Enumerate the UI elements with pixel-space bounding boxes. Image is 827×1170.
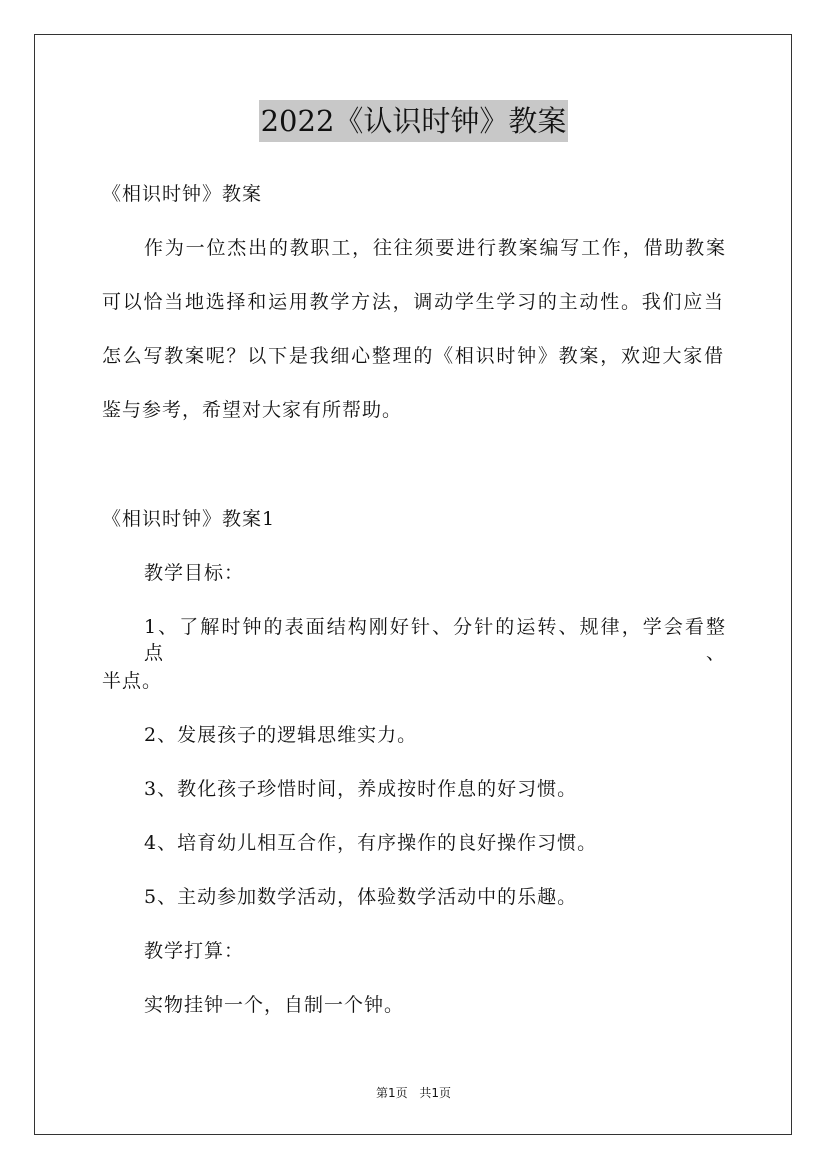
page-count: 共1页 (419, 1086, 452, 1100)
page-footer (0, 1084, 827, 1101)
prep-heading: 教学打算： (144, 940, 245, 962)
goal-3: 3、教化孩子珍惜时间，养成按时作息的好习惯。 (144, 778, 578, 800)
intro-line-2: 可以恰当地选择和运用教学方法，调动学生学习的主动性。我们应当 (102, 291, 724, 313)
goal-1-line-1: 1、了解时钟的表面结构刚好针、分针的运转、规律，学会看整点、 (144, 616, 726, 664)
page-number: 第1页 (375, 1086, 408, 1100)
goal-5: 5、主动参加数学活动，体验数学活动中的乐趣。 (144, 886, 578, 908)
section-heading: 《相识时钟》教案1 (102, 508, 276, 530)
intro-line-3: 怎么写教案呢？以下是我细心整理的《相识时钟》教案，欢迎大家借 (102, 345, 724, 367)
goals-heading: 教学目标： (144, 562, 245, 584)
document-subtitle: 《相识时钟》教案 (102, 183, 263, 205)
intro-line-4: 鉴与参考，希望对大家有所帮助。 (102, 399, 403, 421)
goal-2: 2、发展孩子的逻辑思维实力。 (144, 724, 418, 746)
prep-text: 实物挂钟一个，自制一个钟。 (144, 994, 405, 1016)
intro-line-1: 作为一位杰出的教职工，往往须要进行教案编写工作，借助教案 (144, 237, 726, 259)
goal-1-line-2: 半点。 (102, 670, 163, 692)
goal-4: 4、培育幼儿相互合作，有序操作的良好操作习惯。 (144, 832, 598, 854)
title-container (0, 100, 827, 142)
document-title: 2022《认识时钟》教案 (259, 100, 569, 142)
